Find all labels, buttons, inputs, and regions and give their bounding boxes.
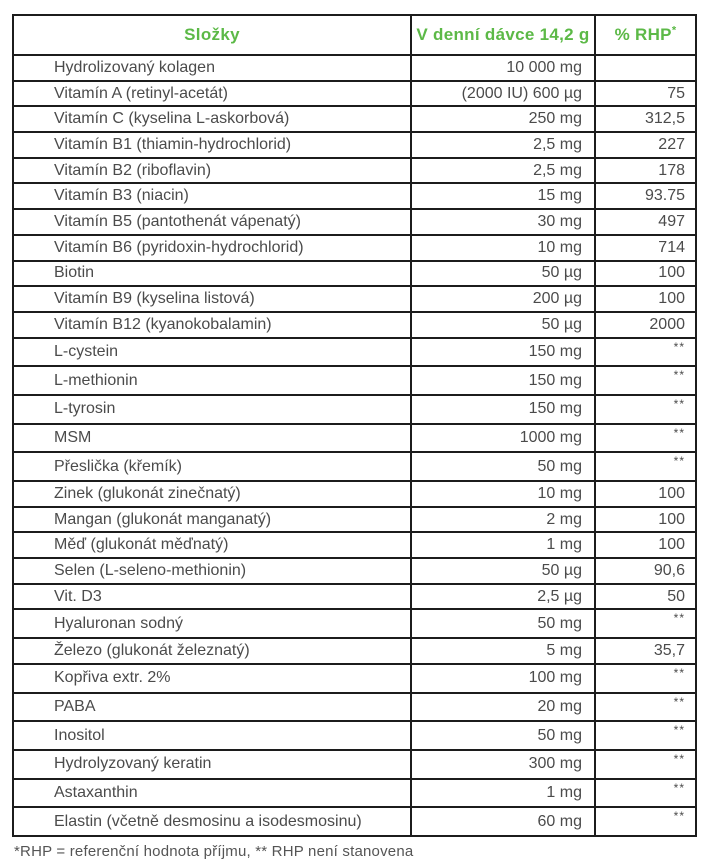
ingredient-amount: 2,5 µg — [411, 584, 595, 610]
ingredient-name: L-methionin — [13, 366, 411, 395]
ingredient-rhp: ** — [595, 807, 696, 836]
ingredient-rhp: 497 — [595, 209, 696, 235]
table-row — [13, 750, 696, 779]
table-row — [13, 366, 696, 395]
ingredient-amount: 200 µg — [411, 286, 595, 312]
ingredient-rhp: ** — [595, 424, 696, 453]
ingredient-name: L-cystein — [13, 338, 411, 367]
table-row — [13, 721, 696, 750]
ingredient-rhp: 2000 — [595, 312, 696, 338]
ingredient-amount: 15 mg — [411, 183, 595, 209]
ingredient-amount: 50 µg — [411, 558, 595, 584]
ingredient-name: Elastin (včetně desmosinu a isodesmosinu) — [13, 807, 411, 836]
table-row — [13, 779, 696, 808]
ingredient-name: Hyaluronan sodný — [13, 609, 411, 638]
ingredient-rhp: 93.75 — [595, 183, 696, 209]
ingredient-rhp: ** — [595, 693, 696, 722]
ingredient-name: Hydrolizovaný kolagen — [13, 55, 411, 81]
ingredient-amount: 2,5 mg — [411, 132, 595, 158]
table-row — [13, 481, 696, 507]
ingredient-name: Vitamín B12 (kyanokobalamin) — [13, 312, 411, 338]
ingredient-rhp: ** — [595, 779, 696, 808]
ingredient-amount: 150 mg — [411, 395, 595, 424]
table-row — [13, 807, 696, 836]
table-row — [13, 532, 696, 558]
ingredient-name: Vit. D3 — [13, 584, 411, 610]
table-row — [13, 55, 696, 81]
table-row — [13, 106, 696, 132]
ingredient-amount: 30 mg — [411, 209, 595, 235]
ingredient-rhp: ** — [595, 366, 696, 395]
ingredient-rhp: ** — [595, 452, 696, 481]
table-row — [13, 312, 696, 338]
ingredient-name: Selen (L-seleno-methionin) — [13, 558, 411, 584]
ingredient-name: Vitamín B9 (kyselina listová) — [13, 286, 411, 312]
ingredient-name: Přeslička (křemík) — [13, 452, 411, 481]
table-row — [13, 395, 696, 424]
column-header-ingredients: Složky — [13, 15, 411, 55]
table-row — [13, 81, 696, 107]
ingredient-rhp: ** — [595, 609, 696, 638]
ingredient-amount: 10 mg — [411, 235, 595, 261]
ingredient-name: Vitamín C (kyselina L-askorbová) — [13, 106, 411, 132]
table-row — [13, 338, 696, 367]
table-body — [13, 55, 696, 836]
ingredient-rhp: ** — [595, 721, 696, 750]
column-header-daily-dose: V denní dávce 14,2 g — [411, 15, 595, 55]
ingredient-amount: 150 mg — [411, 366, 595, 395]
table-row — [13, 693, 696, 722]
ingredient-rhp: 178 — [595, 158, 696, 184]
table-header — [13, 15, 696, 55]
table-row — [13, 638, 696, 664]
column-header-rhp — [595, 15, 696, 55]
ingredient-name: Kopřiva extr. 2% — [13, 664, 411, 693]
ingredient-name: Měď (glukonát měďnatý) — [13, 532, 411, 558]
ingredient-name: Hydrolyzovaný keratin — [13, 750, 411, 779]
ingredient-amount: 100 mg — [411, 664, 595, 693]
ingredient-name: Vitamín B1 (thiamin-hydrochlorid) — [13, 132, 411, 158]
ingredient-amount: 20 mg — [411, 693, 595, 722]
ingredients-table — [12, 14, 697, 837]
ingredient-rhp: ** — [595, 395, 696, 424]
ingredient-amount: 150 mg — [411, 338, 595, 367]
ingredient-name: Vitamín B2 (riboflavin) — [13, 158, 411, 184]
table-row — [13, 584, 696, 610]
ingredient-rhp — [595, 55, 696, 81]
ingredient-name: Železo (glukonát železnatý) — [13, 638, 411, 664]
ingredient-amount: (2000 IU) 600 µg — [411, 81, 595, 107]
table-row — [13, 609, 696, 638]
ingredient-rhp: 35,7 — [595, 638, 696, 664]
ingredient-amount: 5 mg — [411, 638, 595, 664]
ingredient-name: Astaxanthin — [13, 779, 411, 808]
table-row — [13, 183, 696, 209]
ingredient-amount: 2 mg — [411, 507, 595, 533]
ingredient-name: Biotin — [13, 261, 411, 287]
ingredient-rhp: ** — [595, 338, 696, 367]
ingredient-name: Vitamín B5 (pantothenát vápenatý) — [13, 209, 411, 235]
ingredient-rhp: 100 — [595, 507, 696, 533]
header-row — [13, 15, 696, 55]
ingredient-amount: 2,5 mg — [411, 158, 595, 184]
table-row — [13, 158, 696, 184]
ingredient-amount: 250 mg — [411, 106, 595, 132]
table-row — [13, 424, 696, 453]
ingredient-name: PABA — [13, 693, 411, 722]
ingredient-rhp: 100 — [595, 532, 696, 558]
ingredient-rhp: 50 — [595, 584, 696, 610]
ingredient-amount: 50 µg — [411, 261, 595, 287]
ingredient-rhp: 90,6 — [595, 558, 696, 584]
ingredient-name: Mangan (glukonát manganatý) — [13, 507, 411, 533]
table-row — [13, 209, 696, 235]
ingredient-name: MSM — [13, 424, 411, 453]
rhp-header-asterisk: * — [671, 24, 677, 37]
ingredient-amount: 1 mg — [411, 779, 595, 808]
ingredient-amount: 1000 mg — [411, 424, 595, 453]
table-row — [13, 286, 696, 312]
table-row — [13, 507, 696, 533]
ingredient-amount: 50 mg — [411, 452, 595, 481]
ingredient-amount: 50 µg — [411, 312, 595, 338]
ingredient-rhp: ** — [595, 664, 696, 693]
ingredient-amount: 10 000 mg — [411, 55, 595, 81]
ingredient-name: Vitamín A (retinyl-acetát) — [13, 81, 411, 107]
ingredient-amount: 10 mg — [411, 481, 595, 507]
ingredient-rhp: 100 — [595, 481, 696, 507]
table-row — [13, 452, 696, 481]
ingredient-name: Zinek (glukonát zinečnatý) — [13, 481, 411, 507]
ingredient-name: Inositol — [13, 721, 411, 750]
ingredient-rhp: ** — [595, 750, 696, 779]
ingredient-amount: 300 mg — [411, 750, 595, 779]
ingredient-amount: 50 mg — [411, 609, 595, 638]
ingredient-name: Vitamín B3 (niacin) — [13, 183, 411, 209]
table-row — [13, 558, 696, 584]
table-row — [13, 261, 696, 287]
table-row — [13, 235, 696, 261]
footnote: *RHP = referenční hodnota příjmu, ** RHP není stanovena — [14, 842, 414, 860]
rhp-header-label: % RHP — [614, 25, 672, 44]
ingredient-amount: 1 mg — [411, 532, 595, 558]
ingredient-rhp: 100 — [595, 261, 696, 287]
table-row — [13, 132, 696, 158]
table-row — [13, 664, 696, 693]
ingredient-name: Vitamín B6 (pyridoxin-hydrochlorid) — [13, 235, 411, 261]
ingredient-rhp: 714 — [595, 235, 696, 261]
ingredient-rhp: 75 — [595, 81, 696, 107]
ingredient-amount: 60 mg — [411, 807, 595, 836]
ingredient-rhp: 100 — [595, 286, 696, 312]
ingredient-name: L-tyrosin — [13, 395, 411, 424]
ingredient-amount: 50 mg — [411, 721, 595, 750]
ingredient-rhp: 312,5 — [595, 106, 696, 132]
ingredient-rhp: 227 — [595, 132, 696, 158]
